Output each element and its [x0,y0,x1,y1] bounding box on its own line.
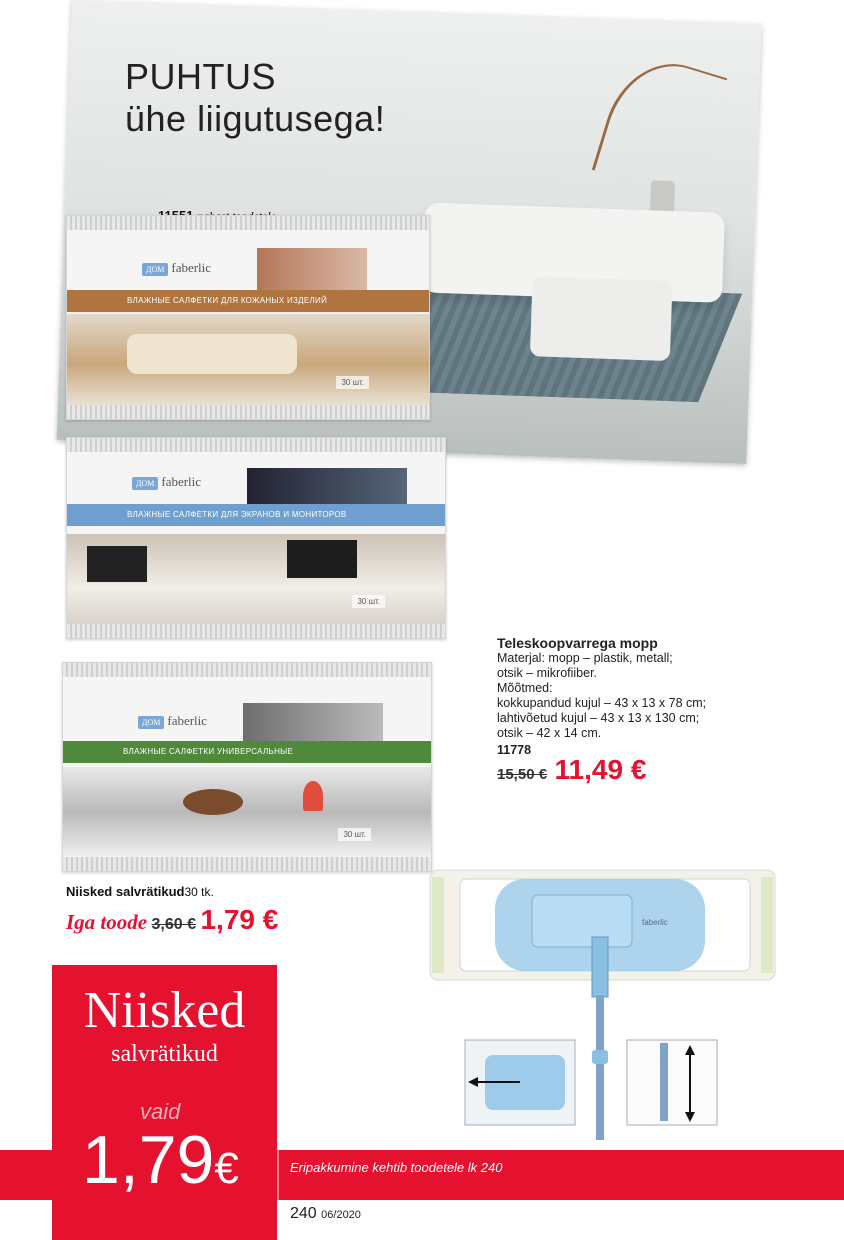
pack-count: 30 шт. [352,595,385,608]
promo-box [52,965,277,1240]
mop-brand: faberlic [642,918,668,927]
mop-new-price: 11,49 € [554,754,647,785]
hero-subtitle: ühe liigutusega! [125,98,386,139]
mop-head: otsik – mikrofiiber. [497,666,598,680]
decor-ottoman [530,276,673,361]
wipes-new-price: 1,79 € [200,904,279,935]
mop-info [497,636,797,783]
wipes-pack-universal [62,662,432,872]
pack-brand: ДОМ faberlic [142,260,211,276]
promo-subtitle: salvrätikud [111,1041,218,1067]
promo-title: Niisked [83,982,246,1039]
mop-title: Teleskoopvarrega mopp [497,635,658,651]
mop-unfolded: lahtivõetud kujul – 43 x 13 x 130 cm; [497,711,700,725]
each-label: Iga toode [66,910,148,934]
mop-old-price: 15,50 € [497,766,548,783]
promo-note: Eripakkumine kehtib toodetele lk 240 [290,1160,503,1175]
mop-folded: kokkupandud kujul – 43 x 13 x 78 cm; [497,696,707,710]
pack-band: ВЛАЖНЫЕ САЛФЕТКИ ДЛЯ ЭКРАНОВ И МОНИТОРОВ [67,504,445,526]
page-number: 240 [290,1205,317,1222]
wipes-pack-leather [66,215,430,420]
wipes-pack-screens [66,437,446,639]
hero-title: PUHTUS [125,56,277,97]
promo-only: vaid [140,1099,181,1124]
promo-price: 1,79€ [82,1122,239,1198]
mop-dims-label: Mõõtmed: [497,681,553,695]
pack-band: ВЛАЖНЫЕ САЛФЕТКИ УНИВЕРСАЛЬНЫЕ [63,741,431,763]
pack-brand: ДОМ faberlic [132,474,201,490]
pack-count: 30 шт. [336,376,369,389]
wipes-price-line [66,904,278,936]
mop-material: Materjal: mopp – plastik, metall; [497,651,673,665]
pack-count: 30 шт. [338,828,371,841]
decor-branch [592,48,728,200]
mop-head-dims: otsik – 42 x 14 cm. [497,726,602,740]
mop-illustration [420,865,800,1155]
wipes-old-price: 3,60 € [151,916,197,933]
page-footer [290,1205,361,1223]
pack-brand: ДОМ faberlic [138,713,207,729]
mop-code: 11778 [497,743,532,757]
edition: 06/2020 [321,1209,361,1221]
wipes-name: Niisked salvrätikud30 tk. [66,884,214,899]
pack-band: ВЛАЖНЫЕ САЛФЕТКИ ДЛЯ КОЖАНЫХ ИЗДЕЛИЙ [67,290,429,312]
